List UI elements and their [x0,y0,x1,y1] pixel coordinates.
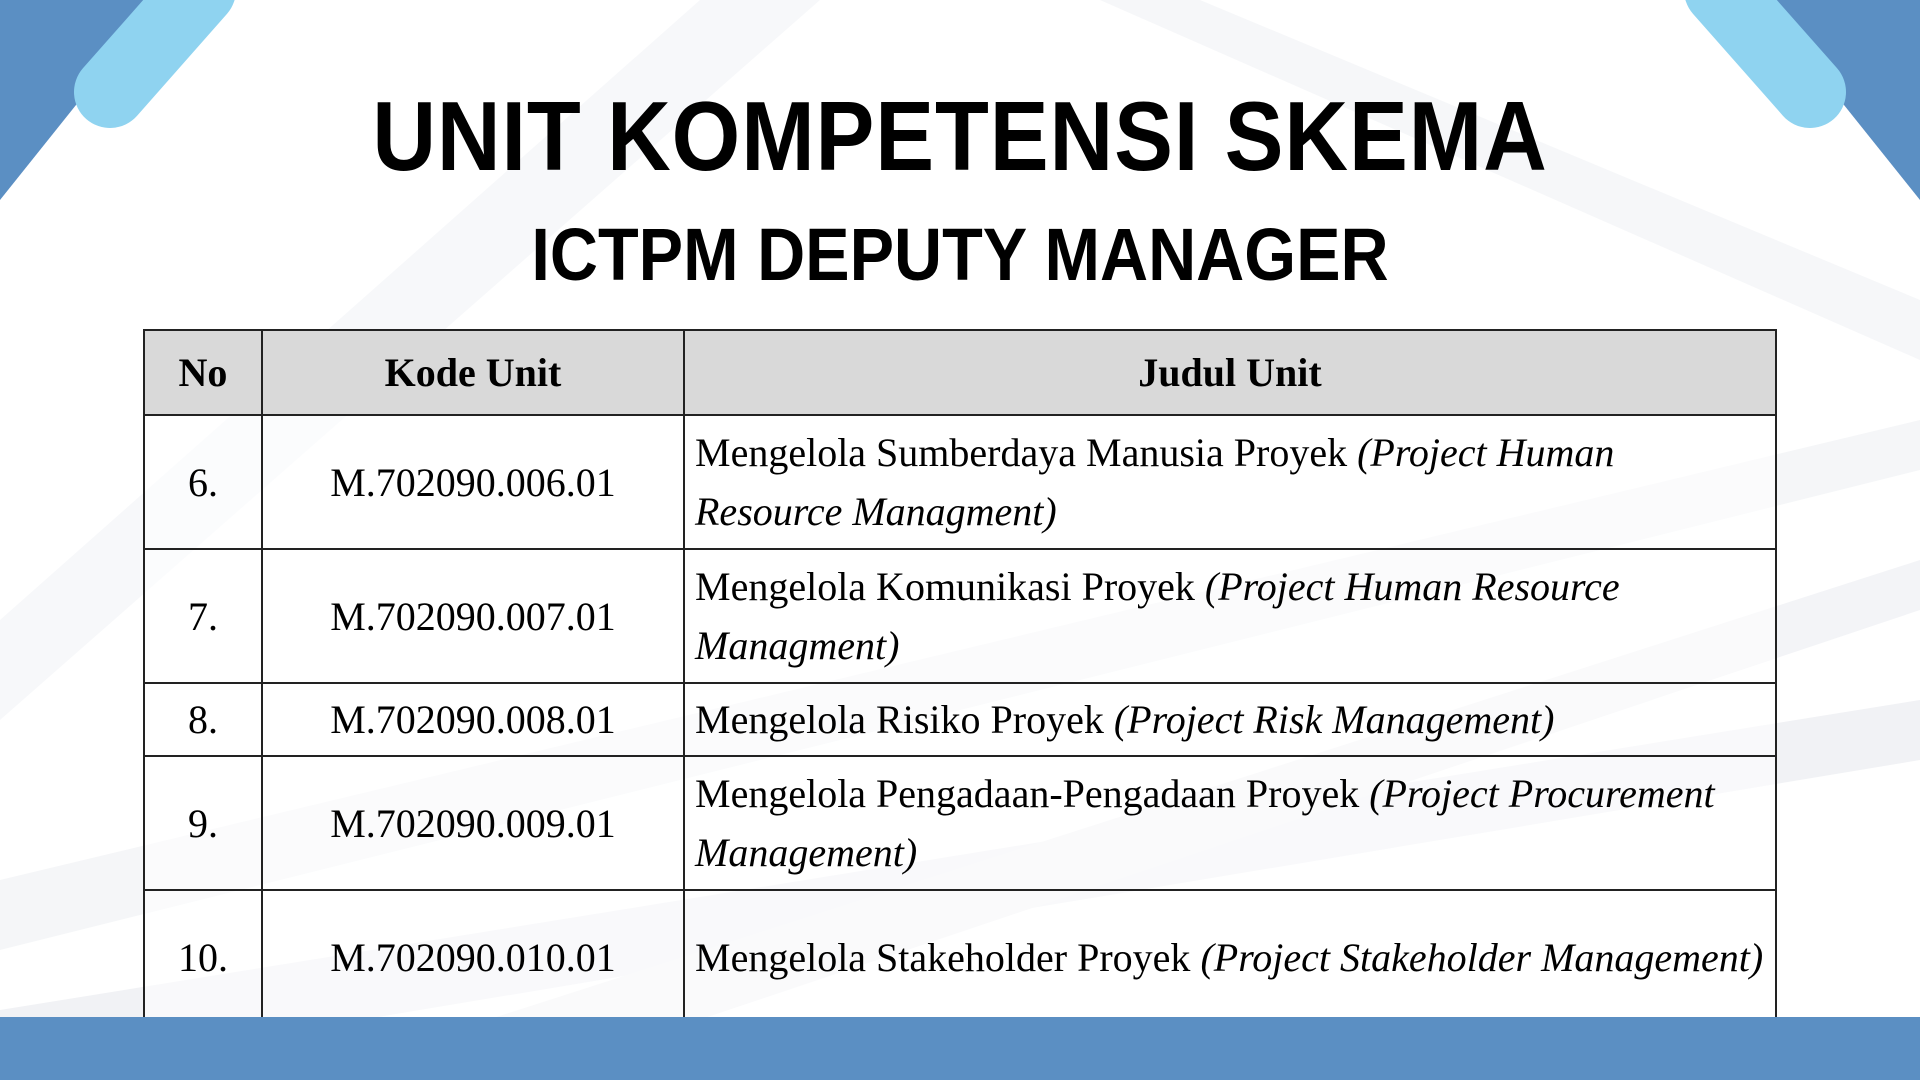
judul-id-text: Mengelola Risiko Proyek [695,697,1104,742]
judul-en-text: (Project Stakeholder Management) [1200,934,1764,980]
row-judul-unit [684,415,1776,549]
row-judul-unit [684,683,1776,756]
row-no: 10. [144,890,262,1024]
judul-id-text: Mengelola Stakeholder Proyek [695,934,1191,980]
table-row [144,549,1776,683]
header-judul-unit: Judul Unit [684,330,1776,415]
page-subtitle: ICTPM DEPUTY MANAGER [531,213,1389,296]
judul-id-text: Mengelola Sumberdaya Manusia Proyek [695,430,1348,475]
table-row [144,683,1776,756]
table-row [144,890,1776,1024]
judul-en-text: (Project Risk Management) [1113,697,1555,742]
competency-units-table [143,329,1777,1025]
row-no: 8. [144,683,262,756]
row-judul-unit [684,890,1776,1024]
row-no: 7. [144,549,262,683]
row-kode-unit: M.702090.007.01 [262,549,684,683]
header-kode-unit: Kode Unit [262,330,684,415]
row-kode-unit: M.702090.008.01 [262,683,684,756]
judul-en-text: (Project Human Resource Managment) [695,564,1620,668]
page-title: UNIT KOMPETENSI SKEMA [372,81,1548,191]
table-row [144,756,1776,890]
row-judul-unit [684,549,1776,683]
row-kode-unit: M.702090.009.01 [262,756,684,890]
table-header-row [144,330,1776,415]
row-no: 6. [144,415,262,549]
row-kode-unit: M.702090.006.01 [262,415,684,549]
judul-en-text: (Project Procurement Management) [695,771,1715,875]
header-no: No [144,330,262,415]
judul-id-text: Mengelola Pengadaan-Pengadaan Proyek [695,771,1360,816]
row-no: 9. [144,756,262,890]
footer-bar [0,1017,1920,1080]
table-row [144,415,1776,549]
judul-en-text: (Project Human Resource Managment) [695,430,1615,534]
row-judul-unit [684,756,1776,890]
judul-id-text: Mengelola Komunikasi Proyek [695,564,1195,609]
row-kode-unit: M.702090.010.01 [262,890,684,1024]
